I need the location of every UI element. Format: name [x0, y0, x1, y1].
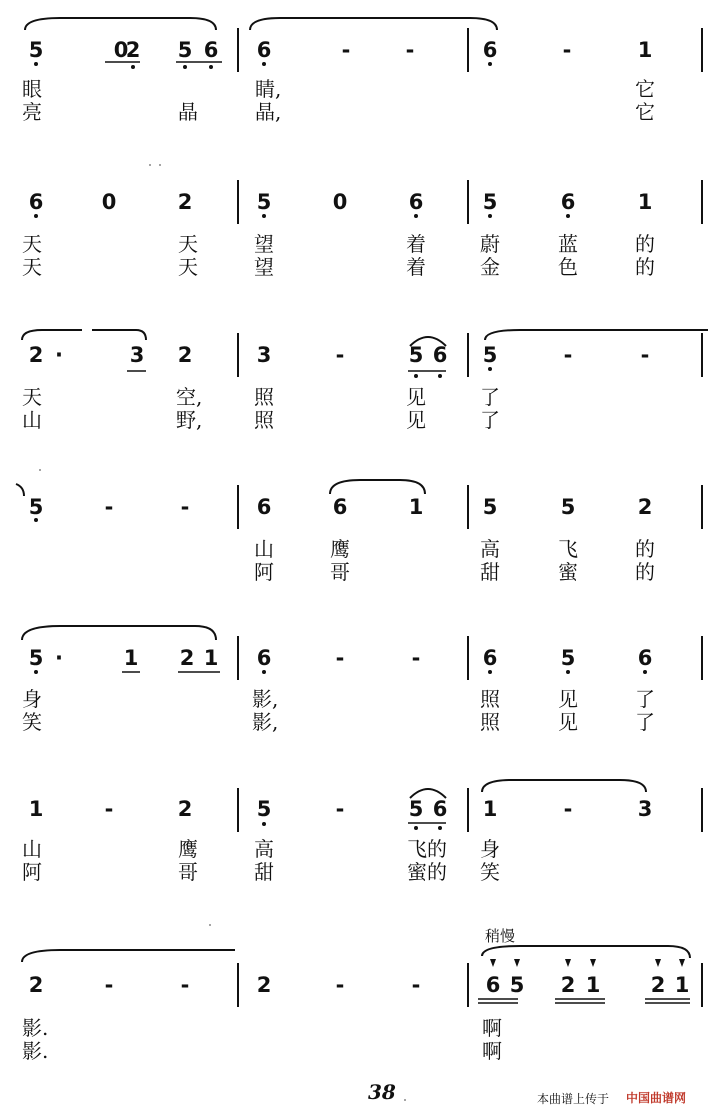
- lyric: 阿: [22, 860, 42, 884]
- lyric: 身: [22, 687, 42, 711]
- lyric: 空,: [176, 385, 203, 409]
- note: 5: [482, 190, 498, 214]
- slur: [92, 330, 146, 340]
- octave-dot: [262, 62, 266, 66]
- note: 1: [637, 190, 653, 214]
- lyric: 鹰: [330, 537, 350, 561]
- staccato-mark: [490, 959, 496, 967]
- lyric: 蓝: [558, 232, 578, 256]
- footer-text: 本曲谱上传于: [537, 1092, 610, 1106]
- note: 2: [28, 973, 44, 997]
- lyric: 影.: [22, 1039, 49, 1063]
- lyric: 鹰: [178, 837, 198, 861]
- lyric: 的: [635, 560, 655, 584]
- lyric: 睛,: [255, 77, 282, 101]
- octave-dot: [414, 214, 418, 218]
- note: 5: [256, 797, 272, 821]
- octave-dot: [438, 374, 442, 378]
- lyric: 见: [406, 385, 426, 409]
- note: 6: [432, 343, 448, 367]
- lyric: 高: [254, 837, 274, 861]
- dash: -: [411, 973, 421, 997]
- lyric: 高: [480, 537, 500, 561]
- note: 2: [560, 973, 576, 997]
- octave-dot: [414, 374, 418, 378]
- lyric: 天: [178, 255, 198, 279]
- lyric: 啊: [482, 1039, 502, 1063]
- note: 2: [256, 973, 272, 997]
- note: 6: [332, 495, 348, 519]
- dash: -: [335, 646, 345, 670]
- note: 5: [28, 646, 44, 670]
- note: 5: [256, 190, 272, 214]
- lyric: 天: [22, 255, 42, 279]
- slur: [22, 626, 216, 640]
- staccato-mark: [590, 959, 596, 967]
- lyric: 蜜的: [407, 860, 447, 884]
- lyric: 色: [558, 255, 578, 279]
- note: 0: [332, 190, 348, 214]
- note: 1: [123, 646, 139, 670]
- lyric: 飞的: [407, 837, 447, 861]
- note: 2: [177, 343, 193, 367]
- slur: [330, 480, 425, 494]
- slur: [482, 946, 690, 958]
- octave-dot: [488, 214, 492, 218]
- octave-dot: [488, 367, 492, 371]
- staccato-mark: [655, 959, 661, 967]
- slur: [250, 18, 497, 30]
- note: 6: [482, 646, 498, 670]
- octave-dot: [209, 65, 213, 69]
- dash: -: [341, 38, 351, 62]
- note: 6: [432, 797, 448, 821]
- note: 2: [177, 797, 193, 821]
- lyric: 见: [558, 710, 578, 734]
- note: 3: [129, 343, 145, 367]
- note: 3: [637, 797, 653, 821]
- note: 6: [256, 495, 272, 519]
- slur: [16, 484, 24, 496]
- lyric: 啊: [482, 1016, 502, 1040]
- note: 6: [637, 646, 653, 670]
- note: 1: [482, 797, 498, 821]
- lyric: 阿: [254, 560, 274, 584]
- lyric: 照: [480, 687, 500, 711]
- note: 1: [28, 797, 44, 821]
- lyric: 照: [254, 408, 274, 432]
- lyric: 见: [406, 408, 426, 432]
- octave-dot: [262, 822, 266, 826]
- note: 6: [560, 190, 576, 214]
- note: 5: [482, 343, 498, 367]
- lyric: 甜: [254, 860, 274, 884]
- dash: -: [104, 797, 114, 821]
- dash: -: [562, 38, 572, 62]
- octave-dot: [488, 62, 492, 66]
- dash: -: [411, 646, 421, 670]
- note: 6: [485, 973, 501, 997]
- dash: -: [335, 973, 345, 997]
- note: 1: [637, 38, 653, 62]
- lyric: 山: [254, 537, 274, 561]
- lyric: 的: [635, 537, 655, 561]
- lyric: 的: [635, 232, 655, 256]
- lyric: 它: [635, 100, 655, 124]
- note: 1: [585, 973, 601, 997]
- lyric: 山: [22, 837, 42, 861]
- octave-dot: [34, 62, 38, 66]
- lyric: 望: [254, 232, 274, 256]
- lyric: 甜: [480, 560, 500, 584]
- lyric: 哥: [178, 860, 198, 884]
- scan-dot: [404, 1099, 406, 1101]
- note: 3: [256, 343, 272, 367]
- lyric: 了: [635, 710, 655, 734]
- note: 5: [28, 495, 44, 519]
- note: 2: [125, 38, 141, 62]
- octave-dot: [643, 670, 647, 674]
- lyric: 照: [480, 710, 500, 734]
- lyric: 身: [480, 837, 500, 861]
- note: 5: [177, 38, 193, 62]
- note: 5: [408, 797, 424, 821]
- slur: [485, 330, 708, 340]
- note: 6: [408, 190, 424, 214]
- dash: -: [640, 343, 650, 367]
- lyric: 笑: [480, 860, 500, 884]
- note: 6: [203, 38, 219, 62]
- dash: -: [104, 973, 114, 997]
- lyric: 天: [22, 232, 42, 256]
- note: 5: [560, 646, 576, 670]
- lyric: 着: [406, 232, 426, 256]
- dot: ·: [55, 343, 63, 367]
- note: 2: [177, 190, 193, 214]
- slur: [25, 18, 216, 30]
- note: 1: [674, 973, 690, 997]
- octave-dot: [34, 670, 38, 674]
- note: 6: [256, 646, 272, 670]
- lyric: 望: [254, 255, 274, 279]
- scan-dot: [39, 469, 41, 471]
- lyric: 晶: [178, 100, 198, 124]
- lyric: 晶,: [255, 100, 282, 124]
- lyric: 见: [558, 687, 578, 711]
- lyric: 它: [635, 77, 655, 101]
- slur: [22, 950, 235, 962]
- octave-dot: [34, 214, 38, 218]
- staccato-mark: [514, 959, 520, 967]
- scan-dot: [149, 164, 151, 166]
- octave-dot: [131, 65, 135, 69]
- note: 0: [113, 38, 129, 62]
- dash: -: [335, 343, 345, 367]
- note: 2: [179, 646, 195, 670]
- dash: -: [335, 797, 345, 821]
- note: 1: [203, 646, 219, 670]
- octave-dot: [414, 826, 418, 830]
- tempo-marking: 稍慢: [485, 927, 516, 945]
- lyric: 眼: [22, 77, 42, 101]
- note: 5: [28, 38, 44, 62]
- lyric: 山: [22, 408, 42, 432]
- lyric: 天: [178, 232, 198, 256]
- page-number: 38: [368, 1080, 396, 1104]
- staccato-mark: [565, 959, 571, 967]
- note: 6: [256, 38, 272, 62]
- octave-dot: [438, 826, 442, 830]
- lyric: 照: [254, 385, 274, 409]
- dash: -: [563, 343, 573, 367]
- note: 2: [637, 495, 653, 519]
- dash: -: [180, 973, 190, 997]
- lyric: 影,: [252, 687, 279, 711]
- octave-dot: [488, 670, 492, 674]
- note: 5: [560, 495, 576, 519]
- octave-dot: [566, 214, 570, 218]
- octave-dot: [183, 65, 187, 69]
- dash: -: [563, 797, 573, 821]
- octave-dot: [566, 670, 570, 674]
- dash: -: [104, 495, 114, 519]
- lyric: 飞: [558, 537, 578, 561]
- note: 1: [408, 495, 424, 519]
- lyric: 了: [480, 408, 500, 432]
- note: 6: [482, 38, 498, 62]
- lyric: 着: [406, 255, 426, 279]
- dot: ·: [55, 646, 63, 670]
- lyric: 天: [22, 385, 42, 409]
- staccato-mark: [679, 959, 685, 967]
- octave-dot: [262, 214, 266, 218]
- lyric: 笑: [22, 710, 42, 734]
- site-logo: 中国曲谱网: [626, 1091, 687, 1105]
- note: 6: [28, 190, 44, 214]
- note: 2: [650, 973, 666, 997]
- scan-dot: [159, 164, 161, 166]
- slur: [482, 780, 646, 792]
- slur: [22, 330, 82, 340]
- lyric: 野,: [176, 408, 203, 432]
- lyric: 影.: [22, 1016, 49, 1040]
- lyric: 金: [480, 255, 500, 279]
- scan-dot: [209, 924, 211, 926]
- lyric: 的: [635, 255, 655, 279]
- note: 2: [28, 343, 44, 367]
- octave-dot: [262, 670, 266, 674]
- note: 5: [509, 973, 525, 997]
- lyric: 了: [635, 687, 655, 711]
- lyric: 蜜: [558, 560, 578, 584]
- lyric: 蔚: [480, 232, 500, 256]
- lyric: 影,: [252, 710, 279, 734]
- note: 5: [482, 495, 498, 519]
- lyric: 哥: [330, 560, 350, 584]
- dash: -: [405, 38, 415, 62]
- note: 0: [101, 190, 117, 214]
- lyric: 了: [480, 385, 500, 409]
- lyric: 亮: [22, 100, 42, 124]
- note: 5: [408, 343, 424, 367]
- dash: -: [180, 495, 190, 519]
